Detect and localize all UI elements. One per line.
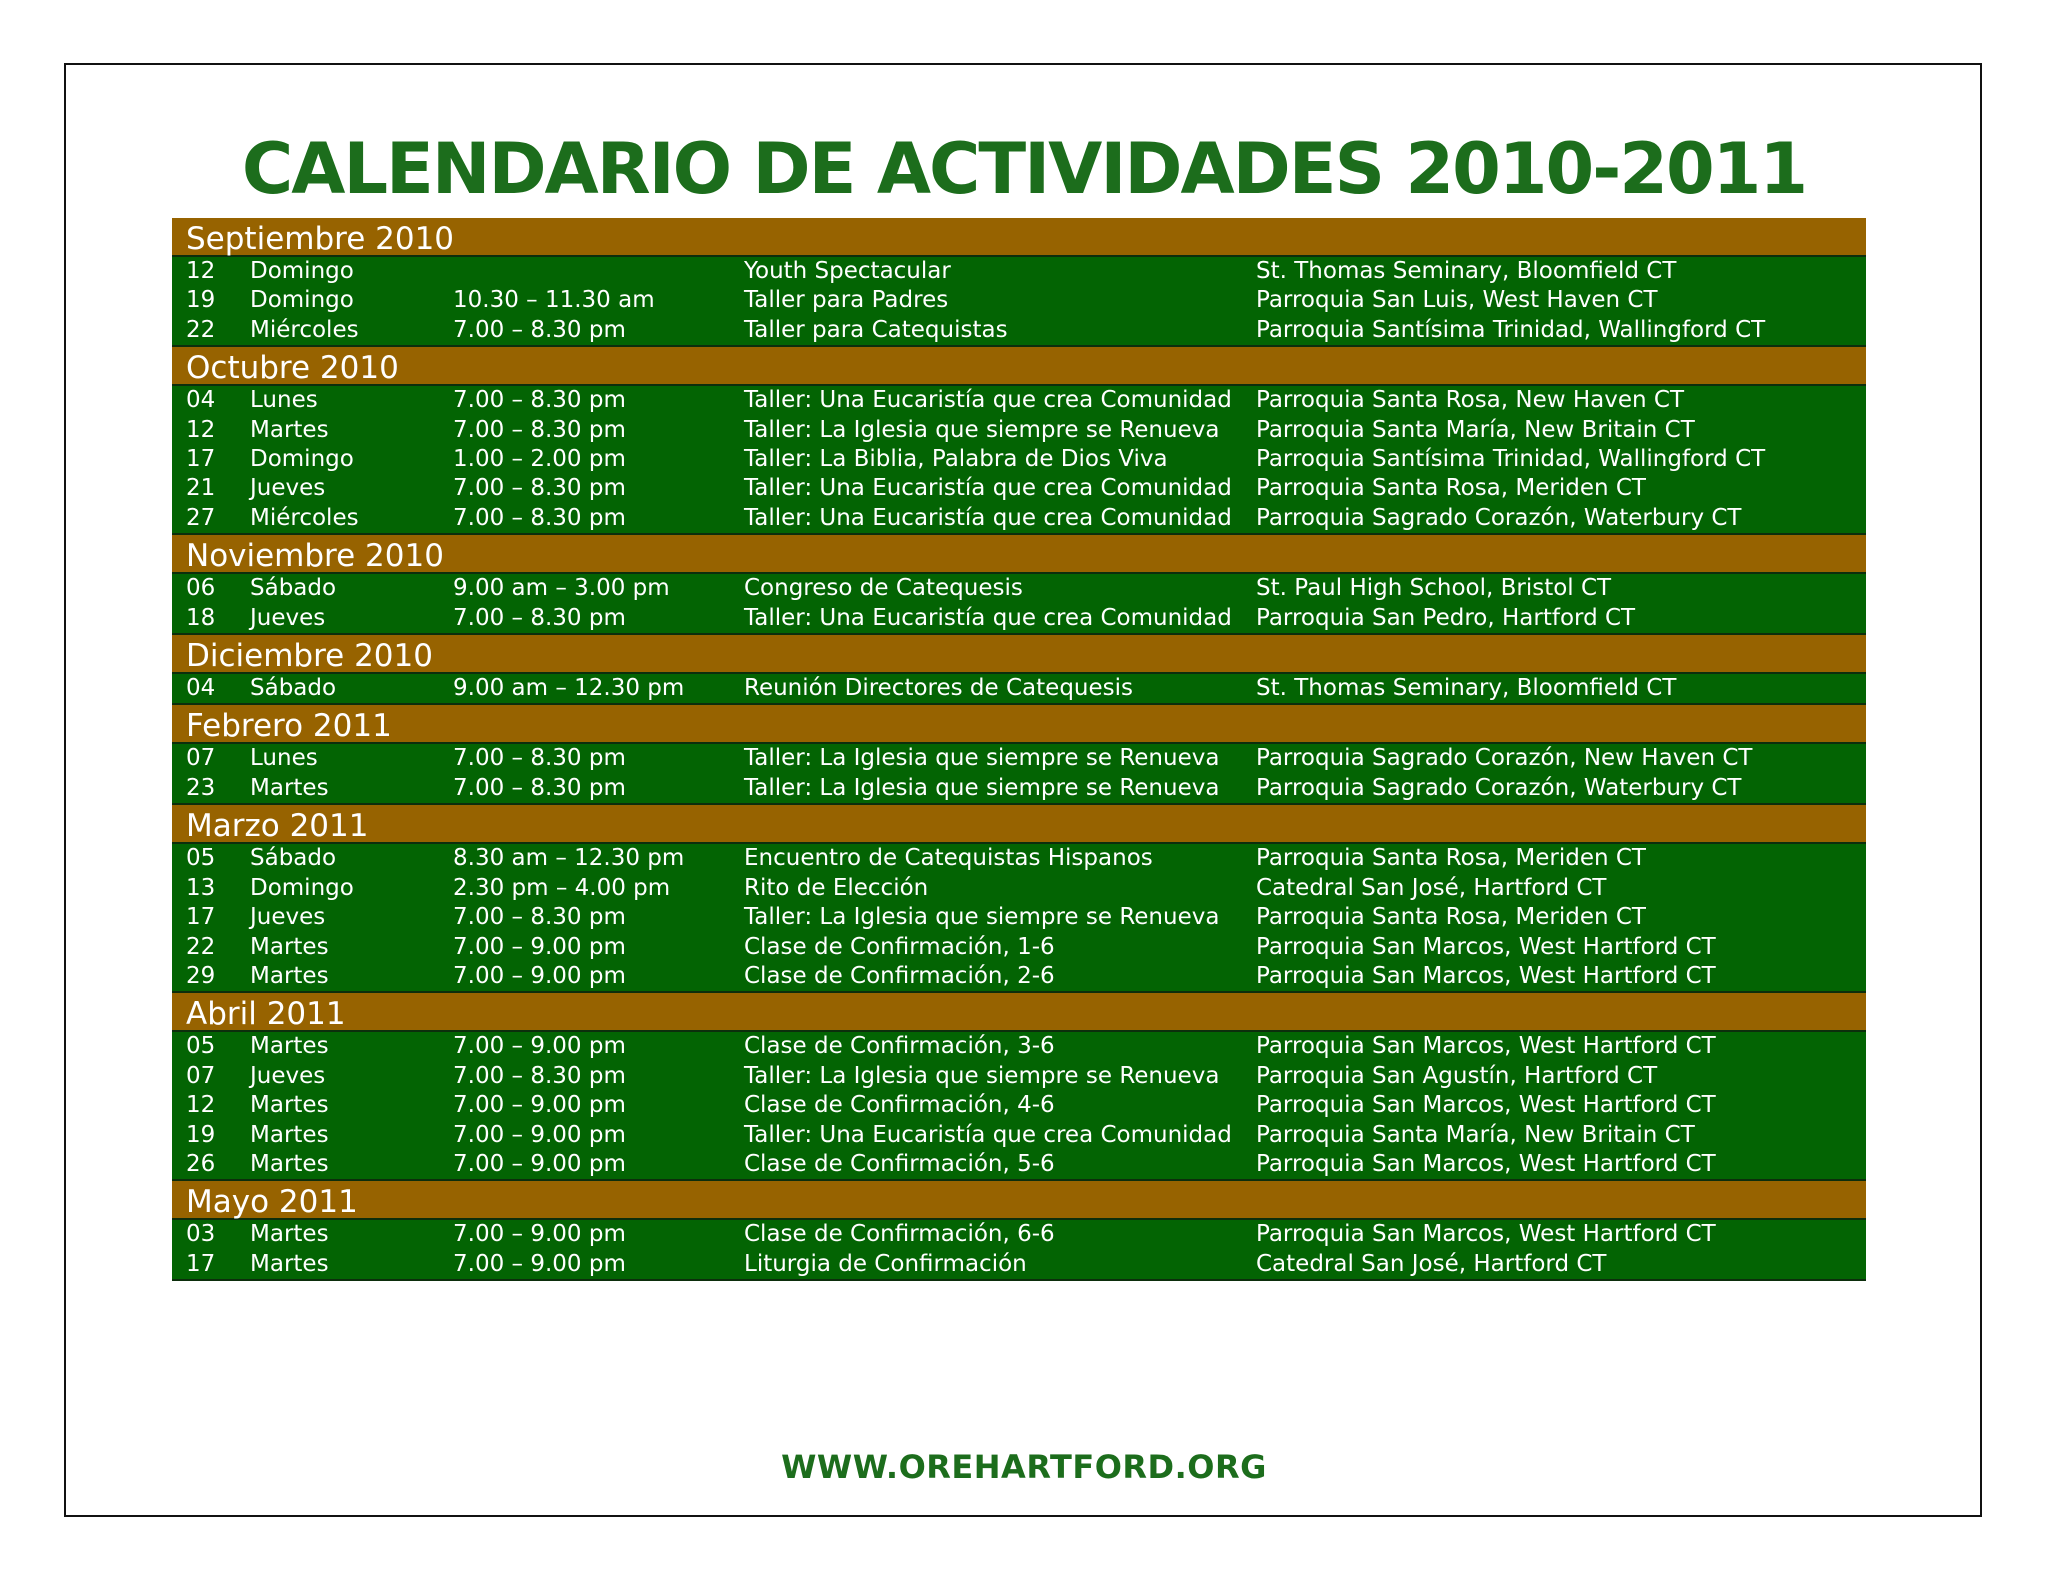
event-weekday: Martes [250,1092,329,1119]
event-activity: Taller para Padres [744,287,949,314]
event-location: Parroquia San Luis, West Haven CT [1256,287,1658,314]
event-weekday: Domingo [250,874,354,901]
event-activity: Taller: La Iglesia que siempre se Renueva [744,1062,1220,1089]
event-activity: Taller: La Iglesia que siempre se Renueva [744,745,1220,772]
event-time: 7.00 – 8.30 pm [453,774,626,801]
event-time: 10.30 – 11.30 am [453,287,655,314]
event-location: Parroquia San Pedro, Hartford CT [1256,604,1636,631]
event-weekday: Sábado [250,675,337,702]
event-weekday: Miércoles [250,504,359,531]
event-location: Parroquia Santa Rosa, Meriden CT [1256,904,1646,931]
event-weekday: Martes [250,1150,329,1177]
website-footer: WWW.OREHARTFORD.ORG [781,1448,1267,1486]
event-time: 7.00 – 9.00 pm [453,933,626,960]
event-day: 04 [186,387,216,414]
event-activity: Taller: La Iglesia que siempre se Renueva [744,904,1220,931]
event-activity: Rito de Elección [744,874,929,901]
event-time: 7.00 – 8.30 pm [453,387,626,414]
event-activity: Taller: Una Eucaristía que crea Comunidad [744,1121,1232,1148]
event-row [172,1150,1866,1181]
event-weekday: Martes [250,1033,329,1060]
event-activity: Taller: La Iglesia que siempre se Renueva [744,774,1220,801]
event-time: 2.30 pm – 4.00 pm [453,874,671,901]
event-activity: Taller: Una Eucaristía que crea Comunidad [744,504,1232,531]
event-location: Parroquia San Marcos, West Hartford CT [1256,962,1716,989]
event-day: 06 [186,575,216,602]
event-location: Parroquia Santísima Trinidad, Wallingford CT [1256,316,1766,343]
event-row [172,474,1866,503]
event-row [172,574,1866,603]
event-time: 7.00 – 9.00 pm [453,1033,626,1060]
event-row [172,744,1866,773]
event-time: 7.00 – 9.00 pm [453,1150,626,1177]
event-row [172,903,1866,932]
event-day: 05 [186,1033,216,1060]
month-section [172,635,1866,705]
event-time [453,257,744,286]
event-day: 27 [186,504,216,531]
event-time: 9.00 am – 3.00 pm [453,575,670,602]
event-location: St. Thomas Seminary, Bloomfield CT [1256,258,1677,284]
event-weekday: Miércoles [250,316,359,343]
month-section [172,347,1866,535]
event-weekday: Domingo [250,287,354,314]
event-weekday: Jueves [250,604,326,631]
event-time: 1.00 – 2.00 pm [453,446,626,473]
event-day: 23 [186,774,216,801]
event-weekday: Martes [250,1221,329,1248]
event-time: 9.00 am – 12.30 pm [453,675,685,702]
event-time: 7.00 – 8.30 pm [453,604,626,631]
event-activity: Taller: Una Eucaristía que crea Comunidad [744,475,1232,502]
event-weekday: Domingo [250,258,354,284]
event-row [172,504,1866,535]
event-activity: Liturgia de Confirmación [744,1250,1027,1277]
event-row [172,674,1866,705]
event-day: 21 [186,475,216,502]
event-row [172,1091,1866,1120]
event-location: Parroquia Sagrado Corazón, Waterbury CT [1256,774,1742,801]
event-day: 22 [186,933,216,960]
event-weekday: Martes [250,774,329,801]
event-time: 7.00 – 9.00 pm [453,1121,626,1148]
event-activity: Clase de Confirmación, 6-6 [744,1221,1055,1248]
event-weekday: Lunes [250,745,318,772]
event-day: 22 [186,316,216,343]
event-activity: Youth Spectacular [744,258,951,284]
event-location: Parroquia Sagrado Corazón, Waterbury CT [1256,504,1742,531]
event-day: 04 [186,675,216,702]
month-header: Octubre 2010 [172,347,1866,386]
event-row [172,604,1866,635]
event-time: 7.00 – 9.00 pm [453,962,626,989]
month-section [172,705,1866,805]
event-activity: Reunión Directores de Catequesis [744,675,1134,702]
event-weekday: Lunes [250,387,318,414]
event-activity: Clase de Confirmación, 1-6 [744,933,1055,960]
event-weekday: Martes [250,1250,329,1277]
month-header: Mayo 2011 [172,1181,1866,1220]
event-location: Parroquia San Marcos, West Hartford CT [1256,1221,1716,1248]
event-day: 19 [186,1121,216,1148]
event-day: 17 [186,1250,216,1277]
event-day: 17 [186,446,216,473]
activity-calendar [172,218,1866,1281]
event-day: 12 [186,1092,216,1119]
event-weekday: Martes [250,1121,329,1148]
event-row [172,962,1866,993]
event-location: Parroquia Santa María, New Britain CT [1256,1121,1695,1148]
event-time: 7.00 – 8.30 pm [453,475,626,502]
event-row [172,1250,1866,1281]
event-weekday: Martes [250,962,329,989]
event-location: Parroquia Santa Rosa, Meriden CT [1256,475,1646,502]
event-location: Parroquia Santa Rosa, Meriden CT [1256,845,1646,872]
event-activity: Clase de Confirmación, 3-6 [744,1033,1055,1060]
event-day: 19 [186,287,216,314]
event-day: 12 [186,258,216,284]
event-location: Parroquia Santísima Trinidad, Wallingford CT [1256,446,1766,473]
month-header: Noviembre 2010 [172,535,1866,574]
event-location: Parroquia San Marcos, West Hartford CT [1256,933,1716,960]
event-row [172,844,1866,873]
event-weekday: Sábado [250,845,337,872]
event-activity: Taller: La Iglesia que siempre se Renueva [744,416,1220,443]
event-time: 7.00 – 8.30 pm [453,745,626,772]
month-header: Septiembre 2010 [172,218,1866,257]
event-time: 7.00 – 9.00 pm [453,1250,626,1277]
event-location: Catedral San José, Hartford CT [1256,1250,1607,1277]
event-weekday: Jueves [250,904,326,931]
event-row [172,286,1866,315]
event-time: 7.00 – 8.30 pm [453,1062,626,1089]
event-activity: Taller para Catequistas [744,316,1008,343]
event-activity: Taller: Una Eucaristía que crea Comunidad [744,604,1232,631]
event-time: 7.00 – 8.30 pm [453,504,626,531]
event-location: Parroquia San Marcos, West Hartford CT [1256,1150,1716,1177]
event-activity: Encuentro de Catequistas Hispanos [744,845,1153,872]
event-day: 18 [186,604,216,631]
event-location: Parroquia Santa Rosa, New Haven CT [1256,387,1685,414]
event-row [172,1220,1866,1249]
event-location: Parroquia San Marcos, West Hartford CT [1256,1092,1716,1119]
event-day: 17 [186,904,216,931]
event-row [172,1121,1866,1150]
event-day: 29 [186,962,216,989]
event-row [172,257,1866,286]
event-day: 03 [186,1221,216,1248]
event-day: 26 [186,1150,216,1177]
event-activity: Taller: Una Eucaristía que crea Comunidad [744,387,1232,414]
event-weekday: Sábado [250,575,337,602]
event-location: St. Thomas Seminary, Bloomfield CT [1256,675,1677,702]
month-section [172,805,1866,993]
event-location: Parroquia Santa María, New Britain CT [1256,416,1695,443]
event-time: 7.00 – 9.00 pm [453,1092,626,1119]
event-row [172,933,1866,962]
event-location: St. Paul High School, Bristol CT [1256,575,1612,602]
event-row [172,445,1866,474]
event-activity: Congreso de Catequesis [744,575,1023,602]
month-section [172,535,1866,635]
event-weekday: Jueves [250,475,326,502]
page-title: CALENDARIO DE ACTIVIDADES 2010-2011 [241,128,1807,210]
event-weekday: Martes [250,933,329,960]
event-time: 7.00 – 9.00 pm [453,1221,626,1248]
event-day: 12 [186,416,216,443]
event-row [172,316,1866,347]
event-weekday: Domingo [250,446,354,473]
event-row [172,1032,1866,1061]
event-day: 13 [186,874,216,901]
event-location: Catedral San José, Hartford CT [1256,874,1607,901]
event-activity: Clase de Confirmación, 4-6 [744,1092,1055,1119]
event-row [172,874,1866,903]
month-header: Diciembre 2010 [172,635,1866,674]
event-weekday: Martes [250,416,329,443]
month-header: Marzo 2011 [172,805,1866,844]
event-activity: Taller: La Biblia, Palabra de Dios Viva [744,446,1168,473]
event-activity: Clase de Confirmación, 2-6 [744,962,1055,989]
event-day: 07 [186,1062,216,1089]
event-location: Parroquia San Marcos, West Hartford CT [1256,1033,1716,1060]
month-section [172,993,1866,1181]
event-row [172,774,1866,805]
event-row [172,1062,1866,1091]
event-day: 05 [186,845,216,872]
event-time: 7.00 – 8.30 pm [453,316,626,343]
event-row [172,386,1866,415]
month-header: Febrero 2011 [172,705,1866,744]
event-day: 07 [186,745,216,772]
event-row [172,416,1866,445]
event-activity: Clase de Confirmación, 5-6 [744,1150,1055,1177]
month-section [172,1181,1866,1281]
month-section [172,218,1866,347]
event-time: 7.00 – 8.30 pm [453,416,626,443]
event-time: 7.00 – 8.30 pm [453,904,626,931]
event-location: Parroquia San Agustín, Hartford CT [1256,1062,1658,1089]
event-weekday: Jueves [250,1062,326,1089]
month-header: Abril 2011 [172,993,1866,1032]
event-location: Parroquia Sagrado Corazón, New Haven CT [1256,745,1753,772]
event-time: 8.30 am – 12.30 pm [453,845,685,872]
